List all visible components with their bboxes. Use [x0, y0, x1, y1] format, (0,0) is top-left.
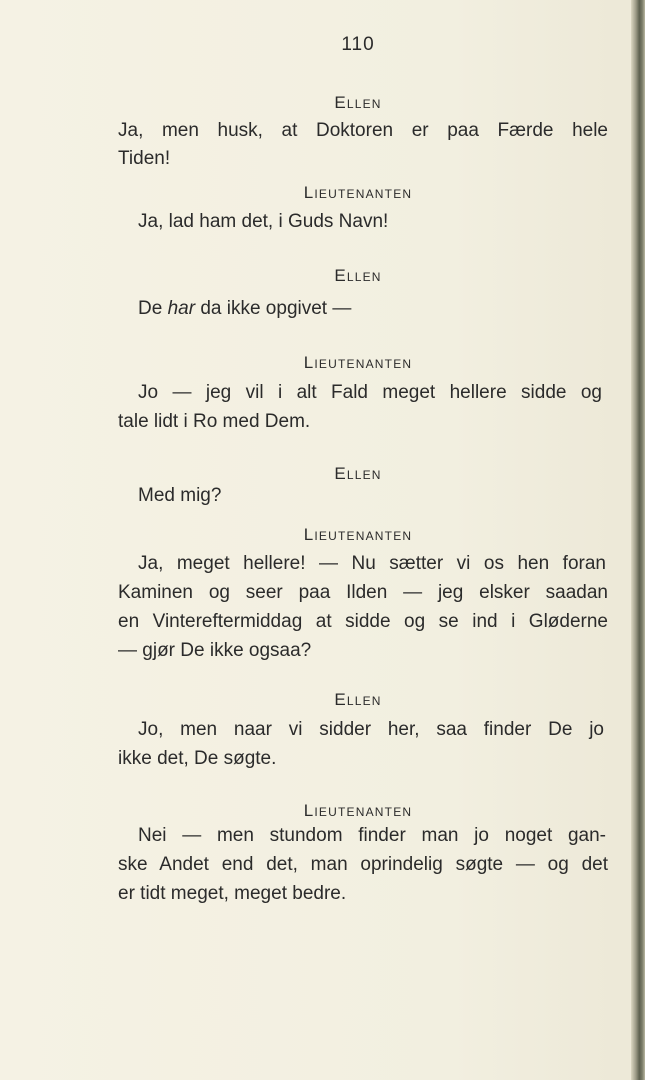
dialogue-line: Nei — men stundom finder man jo noget gan-	[138, 825, 606, 846]
dialogue-line: Kaminen og seer paa Ilden — jeg elsker saadan	[118, 582, 608, 603]
dialogue-line: Ja, men husk, at Doktoren er paa Færde hele	[118, 120, 608, 141]
dialogue-line: Med mig?	[138, 485, 222, 506]
speaker-heading: Lieutenanten	[303, 353, 413, 372]
dialogue-line: ske Andet end det, man oprindelig søgte — og det	[118, 854, 608, 875]
text-run: da ikke opgivet —	[195, 298, 352, 319]
speaker-heading: Ellen	[334, 690, 382, 709]
dialogue-line: en Vintereftermiddag at sidde og se ind i Gløderne	[118, 611, 608, 632]
dialogue-line: tale lidt i Ro med Dem.	[118, 411, 311, 432]
dialogue-line: Ja, lad ham det, i Guds Navn!	[138, 211, 389, 232]
dialogue-line: ikke det, De søgte.	[118, 748, 277, 769]
dialogue-line: Jo, men naar vi sidder her, saa finder De jo	[138, 719, 604, 740]
dialogue-line: Tiden!	[118, 148, 171, 169]
dialogue-line	[138, 295, 628, 323]
dialogue-line: er tidt meget, meget bedre.	[118, 883, 347, 904]
speaker-heading: Ellen	[334, 464, 382, 483]
speaker-heading: Ellen	[334, 266, 382, 285]
dialogue-line: — gjør De ikke ogsaa?	[118, 640, 312, 661]
speaker-heading: Lieutenanten	[303, 525, 413, 544]
text-run: De	[138, 298, 168, 319]
dialogue-line: Ja, meget hellere! — Nu sætter vi os hen foran	[138, 553, 606, 574]
speaker-heading: Lieutenanten	[303, 801, 413, 820]
emphasized-word: har	[167, 298, 196, 319]
book-page-edge	[631, 0, 645, 1080]
speaker-heading: Lieutenanten	[303, 183, 413, 202]
speaker-heading: Ellen	[334, 93, 382, 112]
page-number: 110	[341, 34, 375, 55]
dialogue-line: Jo — jeg vil i alt Fald meget hellere sidde og	[138, 382, 602, 403]
